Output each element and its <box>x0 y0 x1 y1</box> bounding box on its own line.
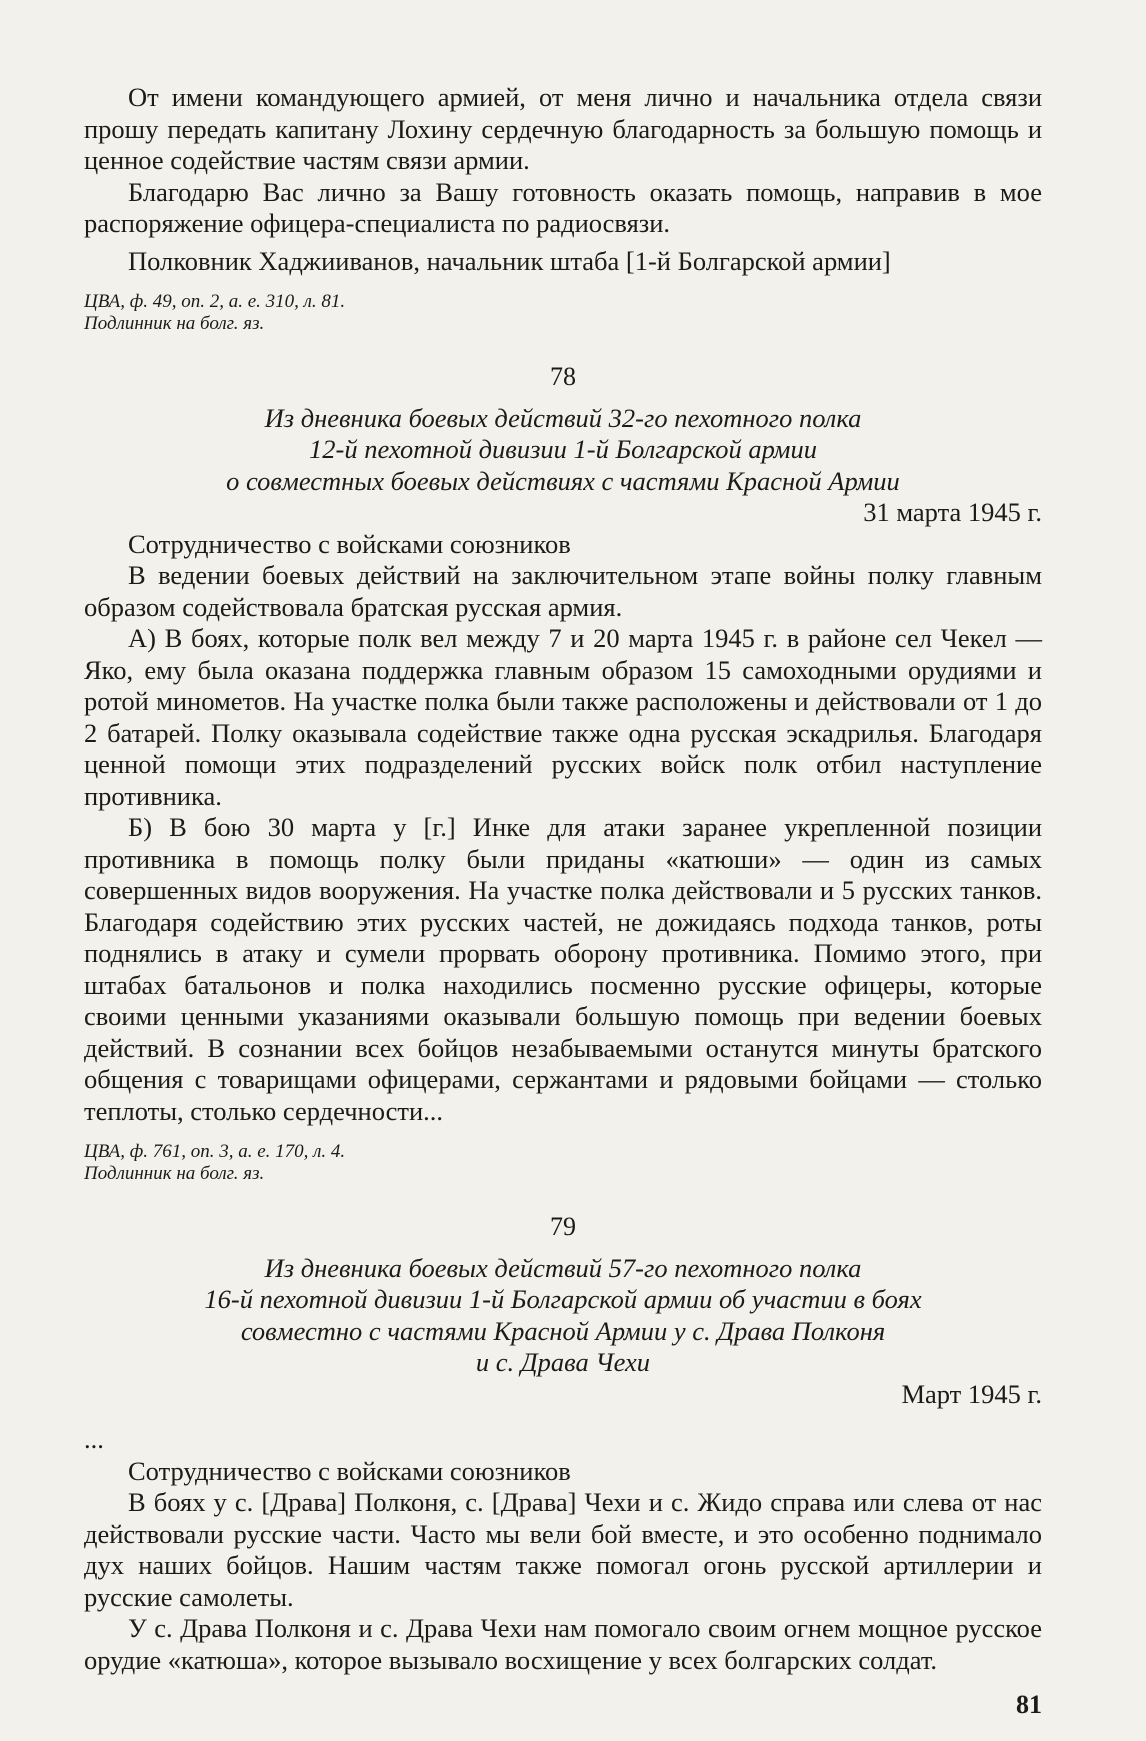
source-note <box>84 291 1042 335</box>
document-title-line: о совместных боевых действиях с частями Красной Армии <box>226 465 900 496</box>
paragraph: В боях у с. [Драва] Полконя, с. [Драва] Чехи и с. Жидо справа или слева от нас действовали русские части. Часто мы вели бой вместе, и это особенно поднимало дух наших бойцов. Нашим частям также помогал огонь русской артиллерии и русские самолеты. <box>84 1487 1042 1612</box>
paragraph: А) В боях, которые полк вел между 7 и 20 марта 1945 г. в районе сел Чекел — Яко, ему была оказана поддержка главным образом 15 самоходными орудиями и ротой минометов. На участке полка были также расположены и действовали от 1 до 2 батарей. Полку оказывала содействие также одна русская эскадрилья. Благодаря ценной помощи этих подразделений русских войск полк отбил наступление противника. <box>84 623 1042 811</box>
document-title-line: 16-й пехотной дивизии 1-й Болгарской армии об участии в боях <box>204 1284 922 1314</box>
paragraph: Благодарю Вас лично за Вашу готовность оказать помощь, направив в мое распоряжение офицера-специалиста по радиосвязи. <box>84 176 1042 238</box>
signature: Полковник Хаджииванов, начальник штаба [1-й Болгарской армии] <box>128 245 891 276</box>
paragraph: У с. Драва Полконя и с. Драва Чехи нам помогало своим огнем мощное русское орудие «катюша», которое вызывало восхищение у всех болгарских солдат. <box>84 1613 1042 1675</box>
document-title-line: совместно с частями Красной Армии у с. Драва Полконя <box>240 1315 886 1346</box>
document-title-line: Из дневника боевых действий 32-го пехотного полка <box>264 402 862 433</box>
paragraph: От имени командующего армией, от меня лично и начальника отдела связи прошу передать капитану Лохину сердечную благодарность за большую помощь и ценное содействие частям связи армии. <box>84 82 1042 175</box>
paragraph: Б) В бою 30 марта у [г.] Инке для атаки заранее укрепленной позиции противника в помощь полку были приданы «катюши» — один из самых совершенных видов вооружения. На участке полка действовали и 5 русских танков. Благодаря содействию этих русских частей, не дожидаясь подхода танков, роты поднялись в атаку и сумели прорвать оборону противника. Помимо этого, при штабах батальонов и полка находились посменно русские офицеры, которые своими ценными указаниями оказывали большую помощь при ведении боевых действий. В сознании всех бойцов незабываемыми останутся минуты братского общения с товарищами офицерами, сержантами и рядовыми бойцами — столько теплоты, столько сердечности... <box>84 812 1042 1126</box>
document-title-line: 12-й пехотной дивизии 1-й Болгарской армии <box>309 434 817 464</box>
source-language: Подлинник на болг. яз. <box>84 313 265 334</box>
source-archive: ЦВА, ф. 49, оп. 2, а. е. 310, л. 81. <box>84 291 346 312</box>
paragraph: В ведении боевых действий на заключительном этапе войны полку главным образом содействовала братская русская армия. <box>84 560 1042 622</box>
document-number: 78 <box>550 362 576 391</box>
source-language: Подлинник на болг. яз. <box>84 1163 265 1184</box>
document-date: 31 марта 1945 г. <box>863 497 1042 527</box>
document-number: 79 <box>550 1212 576 1241</box>
section-heading: Сотрудничество с войсками союзников <box>128 1455 571 1486</box>
section-heading: Сотрудничество с войсками союзников <box>128 528 571 559</box>
document-title-line: Из дневника боевых действий 57-го пехотного полка <box>264 1252 862 1283</box>
omission-mark: ... <box>84 1424 104 1454</box>
source-archive: ЦВА, ф. 761, оп. 3, а. е. 170, л. 4. <box>84 1141 346 1162</box>
document-date: Март 1945 г. <box>901 1378 1042 1409</box>
source-note <box>84 1141 1042 1185</box>
document-title-line: и с. Драва Чехи <box>475 1347 651 1377</box>
page-body <box>84 82 1042 1676</box>
page-number: 81 <box>1016 1690 1042 1719</box>
